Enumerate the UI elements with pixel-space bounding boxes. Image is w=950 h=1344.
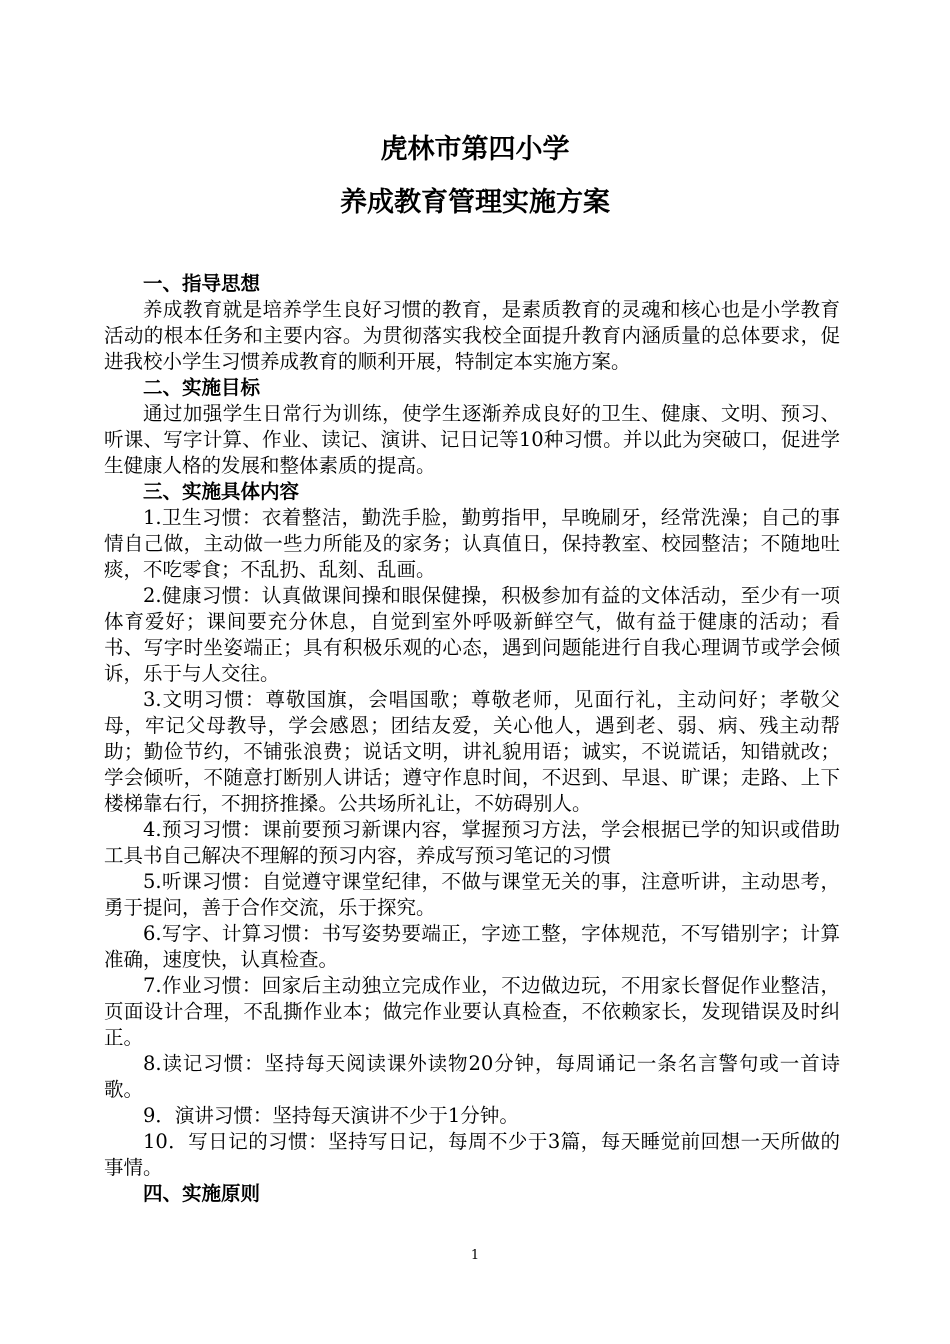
list-item-speech: 9．演讲习惯：坚持每天演讲不少于1分钟。 xyxy=(143,1104,519,1127)
page-number: 1 xyxy=(470,1248,480,1263)
list-item-writing: 6.写字、计算习惯：书写姿势要端正，字迹工整，字体规范，不写错别字；计算准确，速度快，认真检查。 xyxy=(104,922,840,971)
section-heading-goal: 二、实施目标 xyxy=(143,376,261,399)
list-item-listening: 5.听课习惯：自觉遵守课堂纪律，不做与课堂无关的事，注意听讲，主动思考，勇于提问，善于合作交流，乐于探究。 xyxy=(104,870,840,919)
section-heading-guiding: 一、指导思想 xyxy=(143,272,261,295)
document-title-school: 虎林市第四小学 xyxy=(380,134,570,165)
list-item-hygiene: 1.卫生习惯：衣着整洁，勤洗手脸，勤剪指甲，早晚刷牙，经常洗澡；自己的事情自己做，主动做一些力所能及的家务；认真值日，保持教室、校园整洁；不随地吐痰，不吃零食；不乱扔、乱刻、乱画。 xyxy=(104,506,840,581)
list-item-reading: 8.读记习惯：坚持每天阅读课外读物20分钟，每周诵记一条名言警句或一首诗歌。 xyxy=(104,1052,840,1101)
list-item-health: 2.健康习惯：认真做课间操和眼保健操，积极参加有益的文体活动，至少有一项体育爱好；课间要充分休息，自觉到室外呼吸新鲜空气，做有益于健康的活动；看书、写字时坐姿端正；具有积极乐观的心态，遇到问题能进行自我心理调节或学会倾诉，乐于与人交往。 xyxy=(104,584,840,685)
section-heading-principle: 四、实施原则 xyxy=(143,1182,261,1205)
list-item-homework: 7.作业习惯：回家后主动独立完成作业，不边做边玩，不用家长督促作业整洁，页面设计合理，不乱撕作业本；做完作业要认真检查，不依赖家长，发现错误及时纠正。 xyxy=(104,974,840,1049)
document-title-plan: 养成教育管理实施方案 xyxy=(340,187,610,218)
list-item-civility: 3.文明习惯：尊敬国旗，会唱国歌；尊敬老师，见面行礼，主动问好；孝敬父母，牢记父母教导，学会感恩；团结友爱，关心他人，遇到老、弱、病、残主动帮助；勤俭节约，不铺张浪费；说话文明，讲礼貌用语；诚实，不说谎话，知错就改；学会倾听，不随意打断别人讲话；遵守作息时间，不迟到、早退、旷课；走路、上下楼梯靠右行，不拥挤推搡。公共场所礼让，不妨碍别人。 xyxy=(104,688,840,815)
section-heading-content: 三、实施具体内容 xyxy=(143,480,300,503)
document-body xyxy=(104,271,840,1207)
list-item-diary: 10．写日记的习惯：坚持写日记，每周不少于3篇，每天睡觉前回想一天所做的事情。 xyxy=(104,1130,840,1179)
paragraph-goal: 通过加强学生日常行为训练，使学生逐渐养成良好的卫生、健康、文明、预习、听课、写字计算、作业、读记、演讲、记日记等10种习惯。并以此为突破口，促进学生健康人格的发展和整体素质的提高。 xyxy=(104,402,840,477)
paragraph-guiding: 养成教育就是培养学生良好习惯的教育，是素质教育的灵魂和核心也是小学教育活动的根本任务和主要内容。为贯彻落实我校全面提升教育内涵质量的总体要求，促进我校小学生习惯养成教育的顺利开展，特制定本实施方案。 xyxy=(104,298,840,373)
list-item-preview: 4.预习习惯：课前要预习新课内容，掌握预习方法，学会根据已学的知识或借助工具书自己解决不理解的预习内容，养成写预习笔记的习惯 xyxy=(104,818,840,867)
